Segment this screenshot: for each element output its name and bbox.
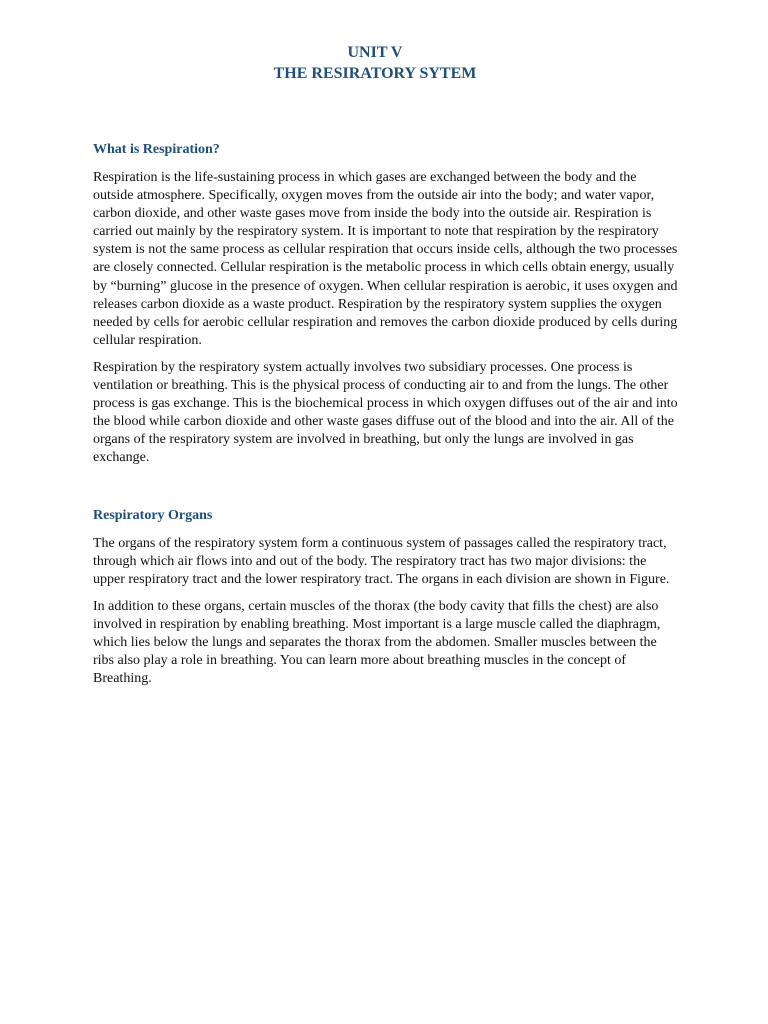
section-spacer (93, 477, 679, 507)
unit-label: UNIT V (347, 44, 403, 61)
section-heading-respiratory-organs: Respiratory Organs (93, 507, 213, 523)
title-block (0, 42, 750, 84)
page-title: THE RESIRATORY SYTEM (273, 65, 477, 82)
paragraph: Respiration by the respiratory system actually involves two subsidiary processes. One process is ventilation or breathing. This is the physical process of conducting air to and from the lungs. The other process is gas exchange. This is the biochemical process in which oxygen diffuses out of the air and into the blood while carbon dioxide and other waste gases diffuse out of the blood and into the air. All of the organs of the respiratory system are involved in breathing, but only the lungs are involved in gas exchange. (93, 359, 678, 466)
section-heading-what-is-respiration: What is Respiration? (93, 142, 220, 157)
paragraph: In addition to these organs, certain muscles of the thorax (the body cavity that fills the chest) are also involved in respiration by enabling breathing. Most important is a large muscle called the diaphragm, which lies below the lungs and separates the thorax from the abdomen. Smaller muscles between the ribs also play a role in breathing. You can learn more about breathing muscles in the concept of Breathing. (93, 598, 661, 687)
paragraph: The organs of the respiratory system form a continuous system of passages called the respiratory tract, through which air flows into and out of the body. The respiratory tract has two major divisions: the upper respiratory tract and the lower respiratory tract. The organs in each division are shown in Figure. (93, 535, 670, 587)
paragraph: Respiration is the life-sustaining process in which gases are exchanged between the body and the outside atmosphere. Specifically, oxygen moves from the outside air into the body; and water vapor, carbon dioxide, and other waste gases move from inside the body into the outside air. Respiration is carried out mainly by the respiratory system. It is important to note that respiration by the respiratory system is not the same process as cellular respiration that occurs inside cells, although the two processes are closely connected. Cellular respiration is the metabolic process in which cells obtain energy, usually by “burning” glucose in the presence of oxygen. When cellular respiration is aerobic, it uses oxygen and releases carbon dioxide as a waste product. Respiration by the respiratory system supplies the oxygen needed by cells for aerobic cellular respiration and removes the carbon dioxide produced by cells during cellular respiration. (93, 170, 678, 348)
document-body (93, 141, 679, 697)
